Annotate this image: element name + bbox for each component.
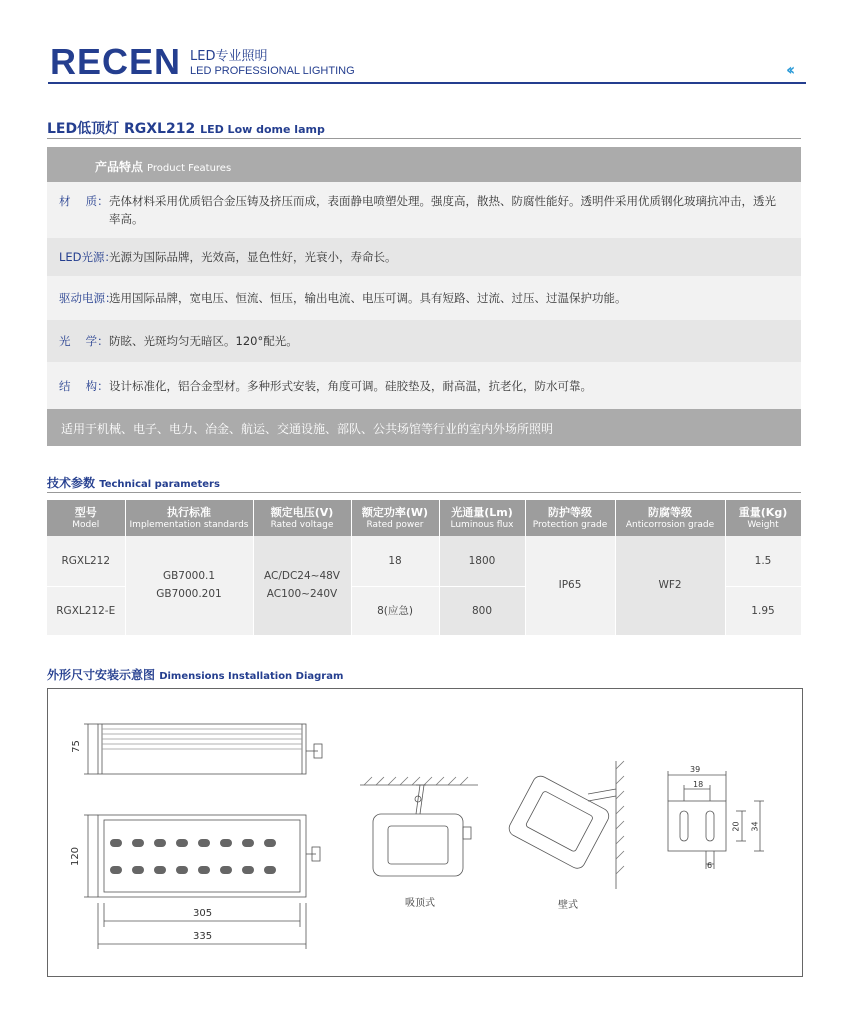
cell-flux: 800	[439, 586, 525, 635]
cell-model: RGXL212	[47, 536, 125, 586]
brand-tagline-en: LED PROFESSIONAL LIGHTING	[190, 65, 355, 77]
features-heading-en: Product Features	[147, 163, 232, 174]
th-flux: 光通量(Lm) Luminous flux	[439, 500, 525, 536]
dim-18: 18	[693, 780, 704, 789]
title-divider	[47, 138, 801, 139]
cell-flux: 1800	[439, 536, 525, 586]
diagram-drawing	[48, 689, 804, 978]
dim-20: 20	[731, 821, 741, 832]
dim-305: 305	[193, 908, 213, 919]
th-weight: 重量(Kg) Weight	[725, 500, 801, 536]
dim-34: 34	[750, 821, 760, 832]
feature-text: 壳体材料采用优质铝合金压铸及挤压而成，表面静电喷塑处理。强度高，散热、防腐性能好。透明件采用优质钢化玻璃抗冲击，透光率高。	[109, 194, 776, 226]
cell-weight: 1.5	[725, 536, 801, 586]
dimensions-diagram	[47, 688, 803, 977]
header-divider	[48, 82, 806, 84]
feature-row-led	[47, 238, 801, 276]
tech-table	[47, 500, 802, 636]
th-protection: 防护等级 Protection grade	[525, 500, 615, 536]
feature-label: LED光源：	[59, 250, 117, 264]
application-text: 适用于机械、电子、电力、冶金、航运、交通设施、部队、公共场馆等行业的室内外场所照明	[47, 409, 801, 446]
cell-power: 8(应急)	[351, 586, 439, 635]
tech-table-header	[47, 500, 801, 536]
feature-row-structure	[47, 362, 801, 409]
product-title	[47, 118, 325, 138]
feature-row-driver	[47, 276, 801, 320]
ceiling-lamp-body	[373, 814, 463, 876]
features-panel	[47, 147, 801, 446]
feature-text: 设计标准化，铝合金型材。多种形式安装，角度可调。硅胶垫及，耐高温，抗老化，防水可靠。	[109, 378, 592, 393]
ceiling-mount-label: 吸顶式	[405, 898, 435, 909]
dim-39: 39	[690, 765, 701, 774]
cell-standards: GB7000.1 GB7000.201	[125, 536, 253, 635]
tech-divider	[47, 492, 801, 493]
bracket-detail	[668, 801, 726, 851]
th-model: 型号 Model	[47, 500, 125, 536]
lamp-front-view	[98, 815, 306, 897]
diagram-section-title	[47, 666, 343, 683]
wall-mount-label: 壁式	[558, 900, 578, 911]
th-power: 额定功率(W) Rated power	[351, 500, 439, 536]
features-heading	[47, 147, 801, 182]
dim-335: 335	[193, 931, 213, 942]
feature-row-optics	[47, 320, 801, 362]
cell-weight: 1.95	[725, 586, 801, 635]
feature-label: 驱动电源：	[59, 291, 117, 305]
feature-text: 防眩、光斑均匀无暗区。120°配光。	[109, 334, 298, 348]
th-voltage: 额定电压(V) Rated voltage	[253, 500, 351, 536]
th-standards: 执行标准 Implementation standards	[125, 500, 253, 536]
cell-voltage: AC/DC24~48V AC100~240V	[253, 536, 351, 635]
diagram-title-cn: 外形尺寸安装示意图	[47, 668, 156, 682]
feature-label: 材 质：	[59, 194, 109, 208]
feature-text: 光源为国际品牌，光效高，显色性好，光衰小，寿命长。	[109, 250, 397, 264]
th-anticorrosion: 防腐等级 Anticorrosion grade	[615, 500, 725, 536]
brand-logo: RECEN	[50, 41, 182, 82]
dim-120: 120	[70, 846, 82, 867]
feature-label: 光 学：	[59, 334, 109, 348]
dim-75: 75	[70, 740, 82, 753]
product-title-en: LED Low dome lamp	[200, 123, 325, 136]
features-heading-cn: 产品特点	[95, 160, 144, 174]
cell-protection: IP65	[525, 536, 615, 635]
dim-6: 6	[707, 861, 713, 870]
cell-power: 18	[351, 536, 439, 586]
feature-row-material	[47, 182, 801, 238]
feature-text: 选用国际品牌，宽电压、恒流、恒压，输出电流、电压可调。具有短路、过流、过压、过温保护功能。	[109, 291, 627, 305]
cell-anticorrosion: WF2	[615, 536, 725, 635]
feature-label: 结 构：	[59, 378, 109, 393]
cell-model: RGXL212-E	[47, 586, 125, 635]
table-row	[47, 536, 801, 586]
wall-lamp-body	[506, 773, 611, 871]
brand-tagline-cn: LED专业照明	[190, 49, 268, 64]
diagram-title-en: Dimensions Installation Diagram	[159, 671, 344, 682]
product-title-cn: LED低顶灯 RGXL212	[47, 121, 196, 137]
chevron-left-icon[interactable]: ‹‹	[786, 60, 792, 79]
tech-title-en: Technical parameters	[99, 479, 220, 490]
tech-title-cn: 技术参数	[47, 476, 96, 490]
tech-section-title	[47, 474, 220, 491]
